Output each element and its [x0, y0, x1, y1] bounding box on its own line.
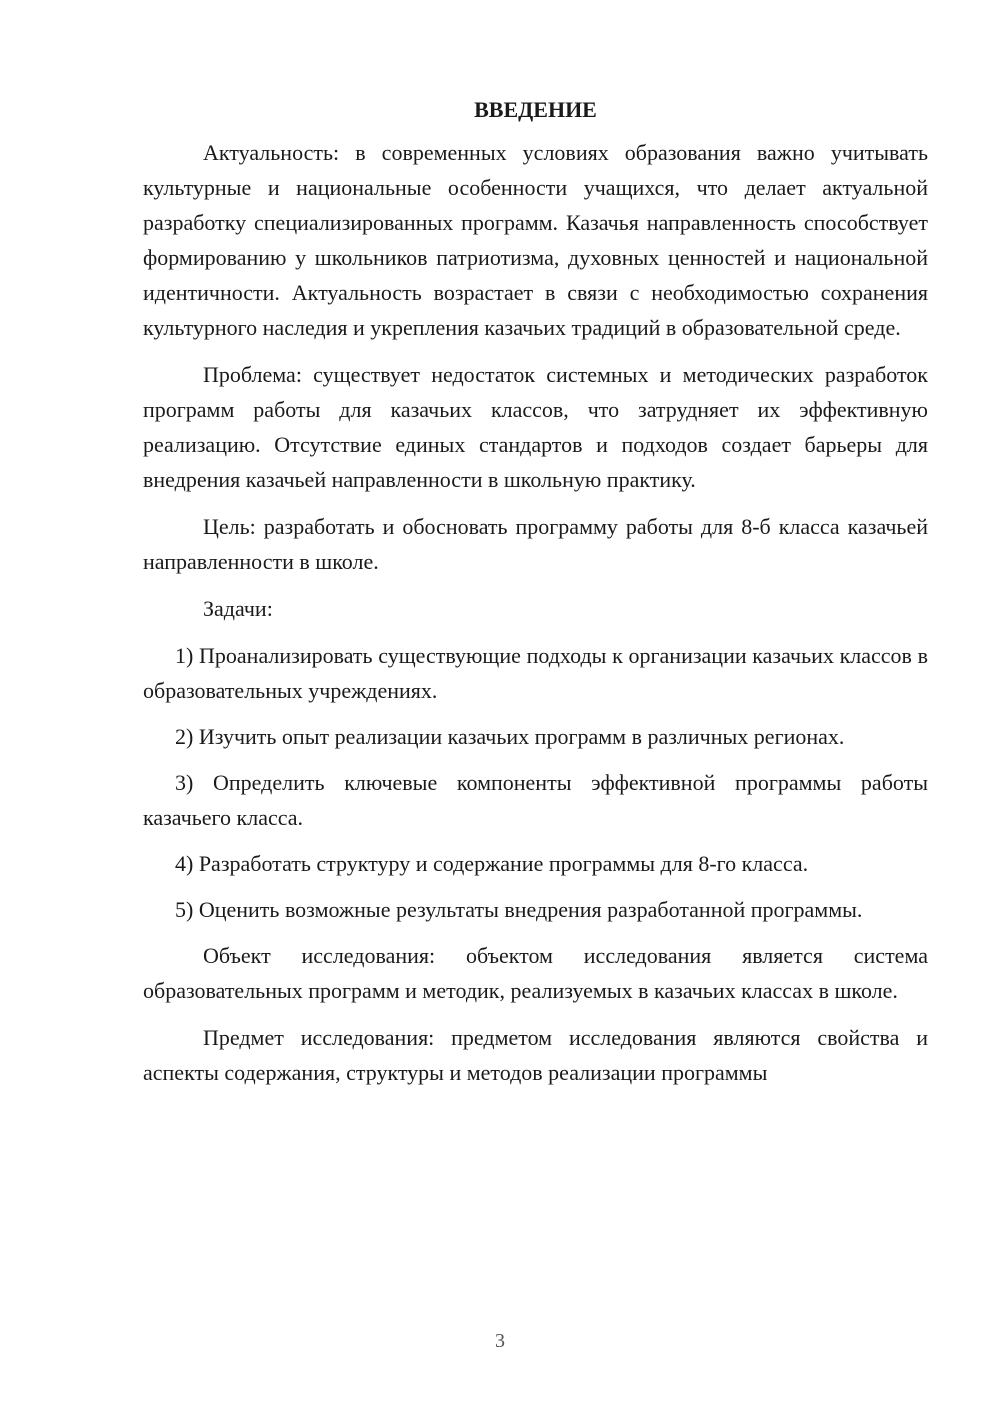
- paragraph-object: Объект исследования: объектом исследования является система образовательных программ и методик, реализуемых в казачьих классах в школе.: [143, 943, 928, 1003]
- paragraph-problem: Проблема: существует недостаток системных и методических разработок программ работы для казачьих классов, что затрудняет их эффективную реализацию. Отсутствие единых стандартов и подходов создает барьеры для внедрения казачьей направленности в школьную практику.: [143, 362, 928, 492]
- paragraph-relevance: Актуальность: в современных условиях образования важно учитывать культурные и национальные особенности учащихся, что делает актуальной разработку специализированных программ. Казачья направленность способствует формированию у школьников патриотизма, духовных ценностей и национальной идентичности. Актуальность возрастает в связи с необходимостью сохранения культурного наследия и укрепления казачьих традиций в образовательной среде.: [143, 140, 928, 340]
- list-item: 4) Разработать структуру и содержание программы для 8-го класса.: [175, 851, 809, 876]
- page-number: 3: [495, 1330, 505, 1352]
- paragraph-goal: Цель: разработать и обосновать программу работы для 8-б класса казачьей направленности в школе.: [143, 514, 928, 574]
- tasks-list: [143, 638, 928, 927]
- list-item: 5) Оценить возможные результаты внедрения разработанной программы.: [175, 897, 863, 922]
- list-item: 3) Определить ключевые компоненты эффективной программы работы казачьего класса.: [143, 770, 928, 830]
- list-item: 2) Изучить опыт реализации казачьих программ в различных регионах.: [175, 724, 845, 749]
- list-item: 1) Проанализировать существующие подходы к организации казачьих классов в образовательных учреждениях.: [143, 643, 928, 703]
- page-title: ВВЕДЕНИЕ: [474, 97, 597, 122]
- document-page: [143, 92, 928, 1102]
- paragraph-subject: Предмет исследования: предметом исследования являются свойства и аспекты содержания, структуры и методов реализации программы: [143, 1025, 928, 1085]
- tasks-label: Задачи:: [203, 596, 273, 621]
